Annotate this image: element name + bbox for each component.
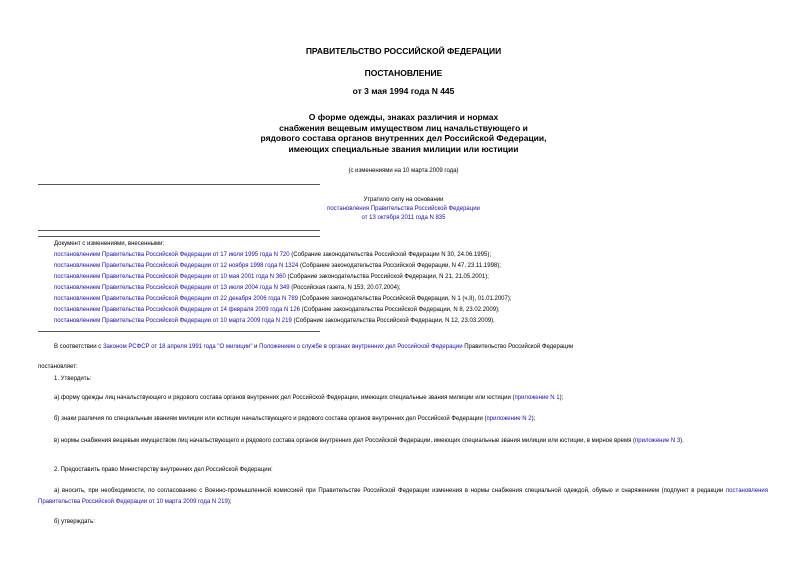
preamble-text: Правительство Российской Федерации: [462, 344, 574, 350]
item-text: б) знаки различия по специальным званиям милиции или юстиции начальствующего и рядового состава органов внутренних дел Российской Федерации (: [54, 416, 487, 422]
item-1a: [54, 395, 563, 401]
amendment-source: (Собрание законодательства Российской Федерации, N 8, 23.02.2009);: [300, 307, 500, 313]
document-title: [0, 112, 807, 154]
item-2b: б) утверждать:: [54, 519, 95, 525]
amendment-item: [54, 263, 501, 269]
amendment-source: (Собрание законодательства Российской Федерации, N 47, 23.11.1998);: [298, 263, 501, 269]
divider: [38, 331, 320, 332]
item-1: 1. Утвердить:: [54, 376, 92, 382]
title-line: снабжения вещевым имуществом лиц начальствующего и: [279, 122, 528, 133]
item-2a: [38, 486, 768, 507]
doc-type-heading: ПОСТАНОВЛЕНИЕ: [364, 68, 443, 78]
amendment-source: (Собрание законодательства Российской Федерации, N 21, 21.05.2001);: [285, 274, 489, 280]
amendments-intro: Документ с изменениями, внесенными:: [54, 241, 165, 247]
amendment-link[interactable]: постановлением Правительства Российской Федерации от 10 мая 2001 года N 360: [54, 274, 286, 280]
appendix-3-link[interactable]: приложение N 3: [635, 438, 681, 444]
preamble-text: В соответствии с: [54, 344, 103, 350]
amendment-item: [54, 252, 491, 258]
law-link[interactable]: Законом РСФСР от 18 апреля 1991 года "О милиции": [102, 344, 253, 350]
amendment-item: [54, 274, 489, 280]
amendment-item: [54, 285, 401, 291]
amendment-link[interactable]: постановлением Правительства Российской Федерации от 14 февраля 2009 года N 126: [54, 307, 300, 313]
amendment-item: [54, 296, 512, 302]
divider: [38, 230, 320, 231]
appendix-1-link[interactable]: приложение N 1: [514, 395, 560, 401]
amendment-link[interactable]: постановлением Правительства Российской Федерации от 22 декабря 2006 года N 789: [54, 296, 298, 302]
item-text: а) вносить, при необходимости, по согласованию с Военно-промышленной комиссией при Правительстве Российской Федерации изменения в нормы снабжения специальной одеждой, обувью и снаряжением (подпункт в редакции: [54, 488, 726, 494]
item-text: ).: [680, 438, 684, 444]
title-line: О форме одежды, знаках различия и нормах: [308, 112, 499, 122]
item-text: в) нормы снабжения вещевым имуществом лиц начальствующего и рядового состава органов внутренних дел Российской Федерации, имеющих специальные звания милиции или юстиции, в мирное время (: [54, 438, 636, 444]
amendment-item: [54, 307, 500, 313]
resolves-text: постановляет:: [38, 364, 78, 370]
expired-text: Утратило силу на основании: [363, 197, 444, 203]
amendment-link[interactable]: постановлением Правительства Российской Федерации от 12 ноября 1998 года N 1324: [54, 263, 299, 269]
expired-link-2[interactable]: от 13 октября 2011 года N 835: [361, 215, 446, 221]
amendment-source: (Российская газета, N 153, 20.07.2004);: [289, 285, 401, 291]
item-text: );: [531, 416, 536, 422]
item-1b: [54, 416, 535, 422]
item-text: );: [227, 498, 232, 505]
divider: [38, 236, 320, 237]
amendment-219-link[interactable]: постановления Правительства Российской Федерации от 10 марта 2009 года N 219: [38, 488, 768, 505]
amendment-source: (Собрание законодательства Российской Федерации, N 1 (ч.II), 01.01.2007);: [298, 296, 512, 302]
amendment-link[interactable]: постановлением Правительства Российской Федерации от 13 июля 2004 года N 349: [54, 285, 290, 291]
date-number-heading: от 3 мая 1994 года N 445: [352, 86, 455, 96]
amendment-source: (Собрание законодательства Российской Федерации N 30, 24.06.1995);: [289, 252, 491, 258]
divider: [38, 184, 320, 185]
amendment-link[interactable]: постановлением Правительства Российской Федерации от 10 марта 2009 года N 219: [54, 318, 292, 324]
item-1v: [38, 436, 768, 447]
amendment-item: [54, 318, 495, 324]
regulation-link[interactable]: Положением о службе в органах внутренних дел Российской Федерации: [259, 344, 463, 350]
expired-notice: [0, 196, 807, 223]
item-text: );: [559, 395, 564, 401]
amendment-link[interactable]: постановлением Правительства Российской Федерации от 17 июля 1995 года N 720: [54, 252, 290, 258]
amendment-note: (с изменениями на 10 марта 2009 года): [348, 168, 459, 174]
government-heading: ПРАВИТЕЛЬСТВО РОССИЙСКОЙ ФЕДЕРАЦИИ: [305, 46, 502, 56]
preamble-paragraph: [54, 344, 573, 350]
item-2: 2. Предоставить право Министерству внутренних дел Российской Федерации:: [54, 467, 273, 473]
expired-link-1[interactable]: постановления Правительства Российской Федерации: [327, 206, 480, 212]
amendment-source: (Собрание законодательства Российской Федерации, N 12, 23.03.2009).: [291, 318, 495, 324]
preamble-text: и: [252, 344, 260, 350]
item-text: а) форму одежды лиц начальствующего и рядового состава органов внутренних дел Российской Федерации, имеющих специальные звания милиции или юстиции (: [54, 395, 515, 401]
title-line: рядового состава органов внутренних дел Российской Федерации,: [260, 133, 547, 143]
appendix-2-link[interactable]: приложение N 2: [486, 416, 532, 422]
title-line: имеющих специальные звания милиции или юстиции: [288, 143, 519, 154]
